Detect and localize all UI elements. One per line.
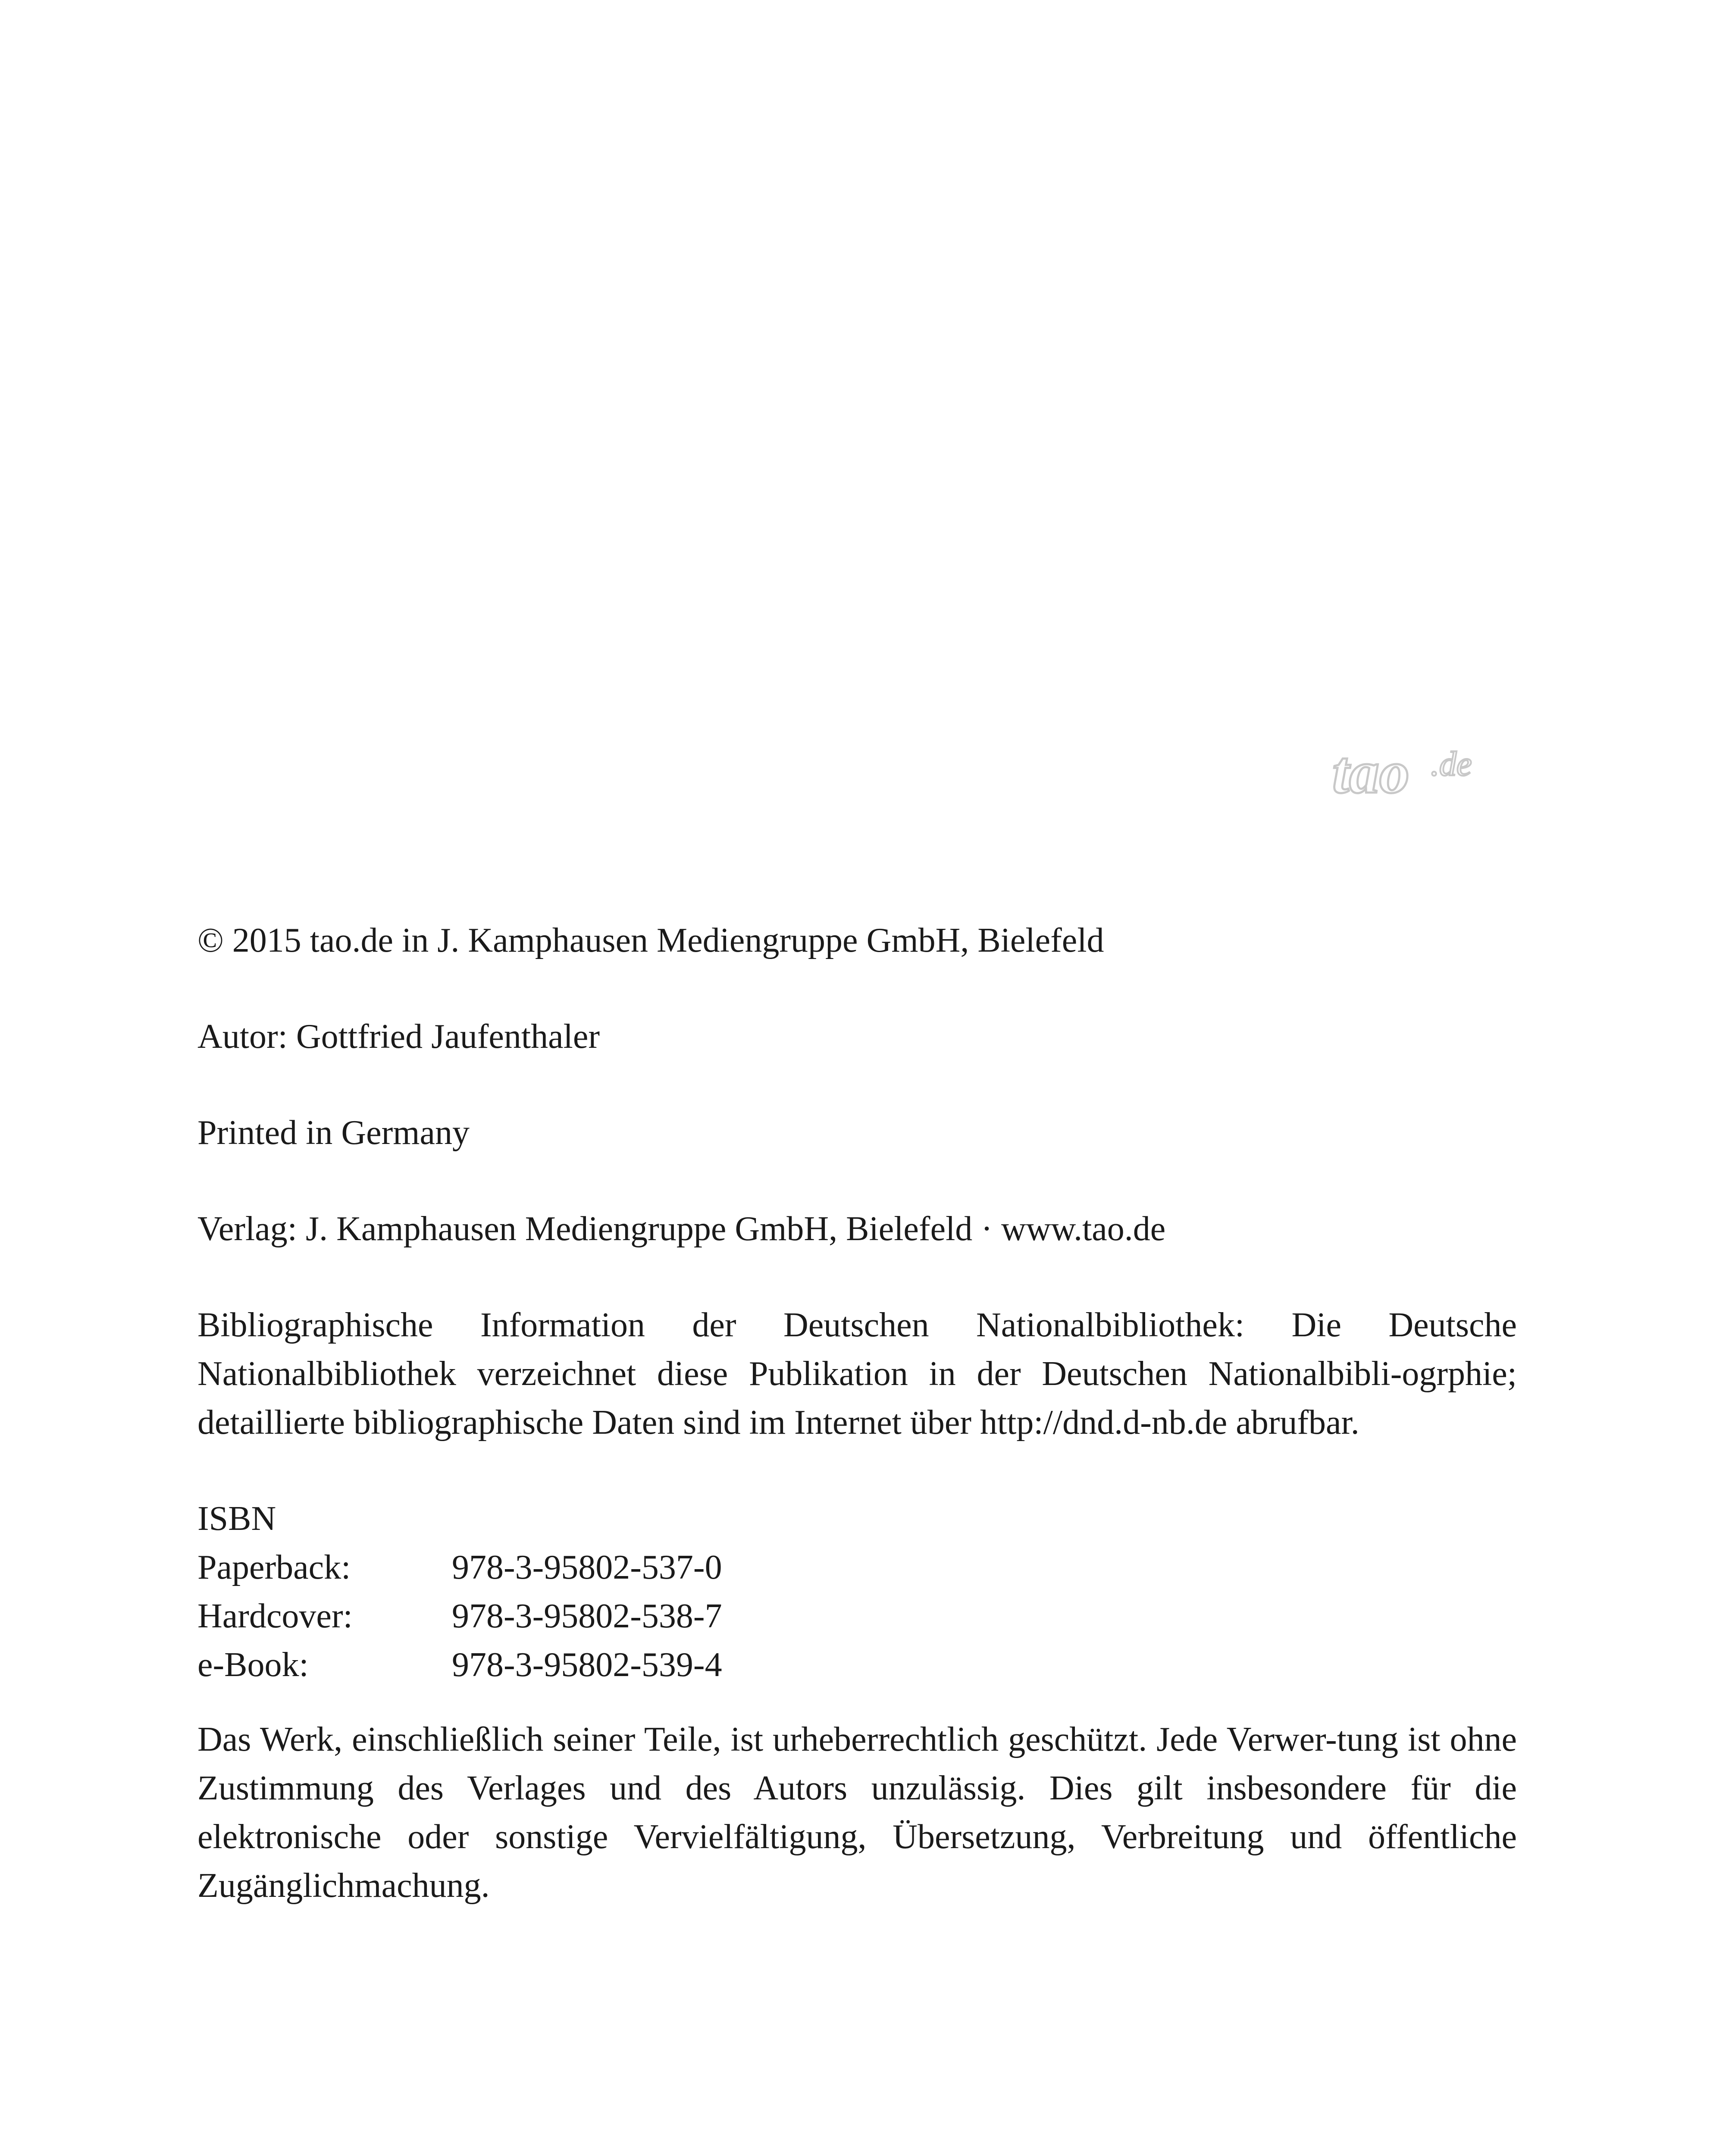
tao-logo-graphic: [1328, 742, 1509, 806]
logo-suffix-text: .de: [1431, 745, 1472, 783]
isbn-block: [197, 1495, 1517, 1689]
isbn-row: [197, 1641, 1517, 1689]
logo-main-text: tao: [1332, 742, 1409, 806]
imprint-content: [197, 916, 1517, 1910]
author-line: Autor: Gottfried Jaufenthaler: [197, 1018, 600, 1056]
isbn-value: 978-3-95802-539-4: [452, 1646, 722, 1684]
isbn-value: 978-3-95802-537-0: [452, 1548, 722, 1586]
isbn-label: Hardcover:: [197, 1597, 353, 1635]
isbn-row: [197, 1592, 1517, 1641]
isbn-heading: ISBN: [197, 1500, 276, 1538]
isbn-value: 978-3-95802-538-7: [452, 1597, 722, 1635]
isbn-label: Paperback:: [197, 1548, 351, 1586]
bibliographic-info: Bibliographische Information der Deutschen Nationalbibliothek: Die Deutsche Nationalbibliothek verzeichnet diese Publikation in der Deutschen Nationalbibli-ogrphie; detaillierte bibliographische Daten sind im Internet über http://dnd.d-nb.de abrufbar.: [197, 1306, 1517, 1442]
isbn-label: e-Book:: [197, 1646, 309, 1684]
isbn-row: [197, 1543, 1517, 1592]
legal-notice: Das Werk, einschließlich seiner Teile, ist urheberrechtlich geschützt. Jede Verwer-tung ist ohne Zustimmung des Verlages und des Autors unzulässig. Dies gilt insbesondere für die elektronische oder sonstige Vervielfältigung, Übersetzung, Verbreitung und öffentliche Zugänglichmachung.: [197, 1720, 1517, 1905]
copyright-line: © 2015 tao.de in J. Kamphausen Mediengruppe GmbH, Bielefeld: [197, 921, 1104, 959]
publisher-line: Verlag: J. Kamphausen Mediengruppe GmbH, Bielefeld · www.tao.de: [197, 1210, 1166, 1248]
printed-line: Printed in Germany: [197, 1114, 470, 1152]
tao-logo: [1328, 742, 1509, 806]
